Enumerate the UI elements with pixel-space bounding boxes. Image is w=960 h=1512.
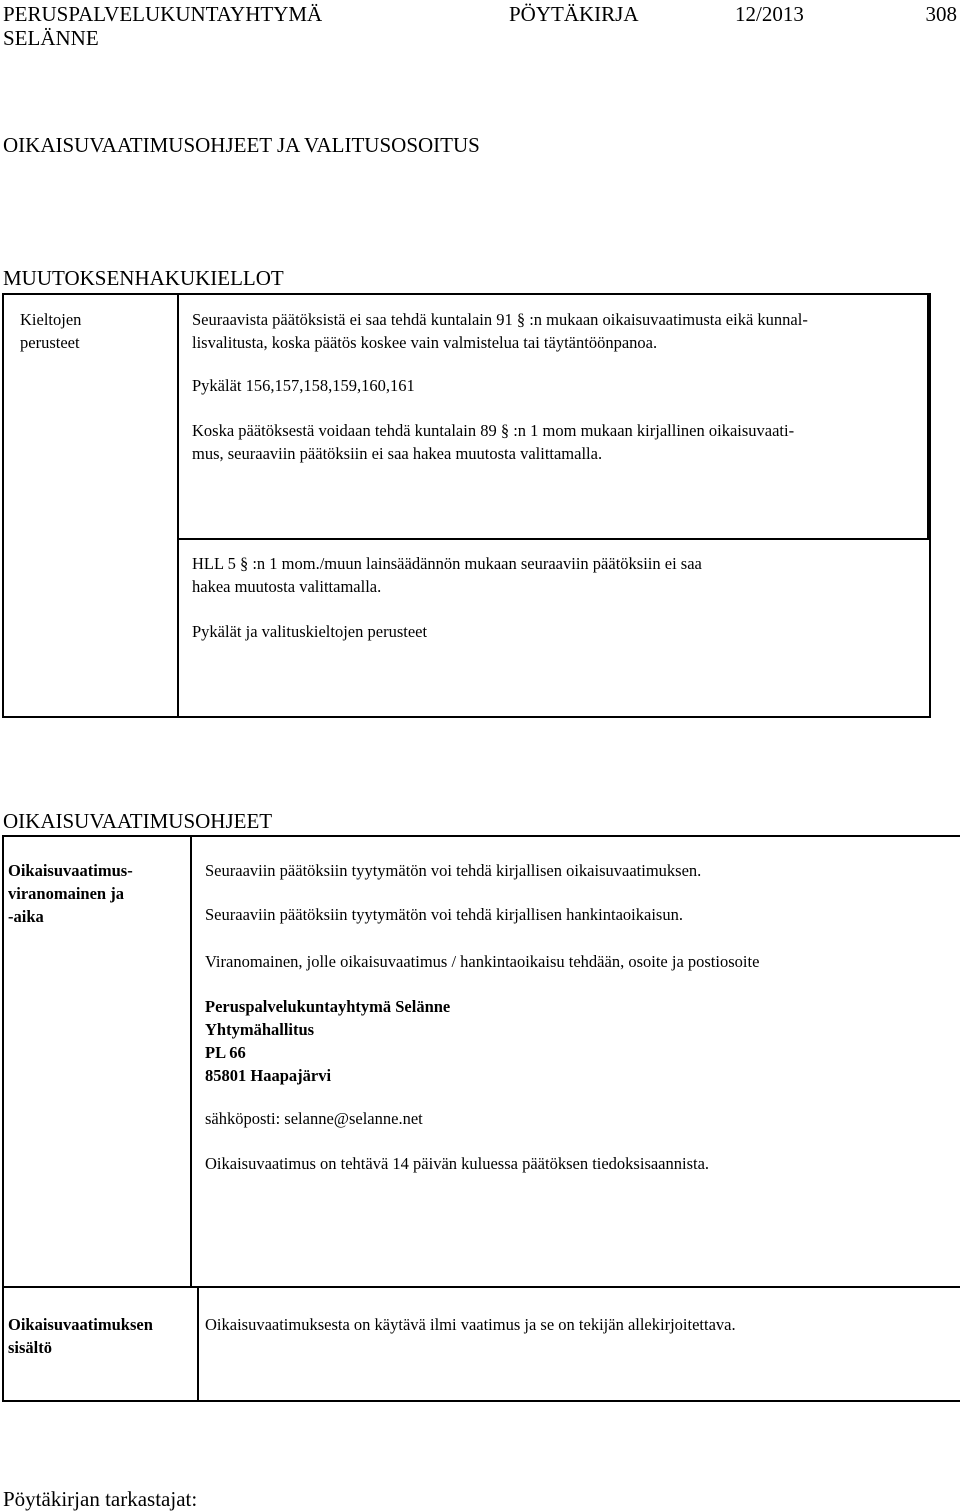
rectification-paragraph-1: Seuraaviin päätöksiin tyytymätön voi tehdä kirjallisen oikaisuvaatimuksen. bbox=[205, 861, 702, 880]
appeal-ban-paragraph-3 bbox=[192, 419, 794, 465]
column-divider bbox=[197, 1288, 199, 1402]
appeal-ban-paragraph-1 bbox=[192, 308, 808, 354]
inner-right-border bbox=[927, 293, 929, 540]
inner-divider bbox=[178, 538, 931, 540]
column-divider bbox=[190, 835, 192, 1288]
paragraph-line: Seuraavista päätöksistä ei saa tehdä kuntalain 91 § :n mukaan oikaisuvaatimusta eikä kunnal- bbox=[192, 310, 808, 329]
rectification-label-line1: Oikaisuvaatimus- bbox=[8, 861, 133, 880]
content-label-line2: sisältö bbox=[8, 1338, 53, 1357]
authority-email: sähköposti: selanne@selanne.net bbox=[205, 1109, 423, 1128]
paragraph-line: hakea muutosta valittamalla. bbox=[192, 577, 382, 596]
content-text: Oikaisuvaatimuksesta on käytävä ilmi vaatimus ja se on tekijän allekirjoitettava. bbox=[205, 1315, 736, 1334]
appeal-ban-label-line2: perusteet bbox=[20, 333, 80, 352]
appeal-ban-label-line1: Kieltojen bbox=[20, 310, 82, 329]
address-line: Peruspalvelukuntayhtymä Selänne bbox=[205, 997, 451, 1016]
paragraph-line: HLL 5 § :n 1 mom./muun lainsäädännön mukaan seuraaviin päätöksiin ei saa bbox=[192, 554, 702, 573]
org-name-line2: SELÄNNE bbox=[3, 26, 99, 50]
content-label bbox=[8, 1313, 153, 1359]
rectification-deadline: Oikaisuvaatimus on tehtävä 14 päivän kuluessa päätöksen tiedoksisaannista. bbox=[205, 1154, 710, 1173]
appeal-ban-paragraph-5: Pykälät ja valituskieltojen perusteet bbox=[192, 622, 428, 641]
appeal-ban-paragraph-4 bbox=[192, 552, 702, 598]
content-label-line1: Oikaisuvaatimuksen bbox=[8, 1315, 153, 1334]
appeal-ban-title: MUUTOKSENHAKUKIELLOT bbox=[3, 266, 284, 290]
rectification-label bbox=[8, 859, 133, 928]
rectification-title: OIKAISUVAATIMUSOHJEET bbox=[3, 809, 273, 833]
appeal-ban-sections: Pykälät 156,157,158,159,160,161 bbox=[192, 376, 415, 395]
appeal-ban-box bbox=[2, 293, 931, 718]
paragraph-line: lisvalitusta, koska päätös koskee vain valmistelua tai täytäntöönpanoa. bbox=[192, 333, 658, 352]
address-line: Yhtymähallitus bbox=[205, 1020, 315, 1039]
rectification-paragraph-3: Viranomainen, jolle oikaisuvaatimus / hankintaoikaisu tehdään, osoite ja postiosoite bbox=[205, 952, 760, 971]
reviewers-label: Pöytäkirjan tarkastajat: bbox=[3, 1487, 198, 1511]
column-divider bbox=[177, 293, 179, 718]
main-title: OIKAISUVAATIMUSOHJEET JA VALITUSOSOITUS bbox=[3, 133, 480, 157]
rectification-label-line2: viranomainen ja bbox=[8, 884, 124, 903]
document-number: 12/2013 bbox=[735, 2, 804, 26]
authority-address bbox=[205, 995, 450, 1087]
paragraph-line: mus, seuraaviin päätöksiin ei saa hakea muutosta valittamalla. bbox=[192, 444, 603, 463]
appeal-ban-label bbox=[20, 308, 81, 354]
page-number: 308 bbox=[925, 2, 957, 26]
paragraph-line: Koska päätöksestä voidaan tehdä kuntalain 89 § :n 1 mom mukaan kirjallinen oikaisuvaati- bbox=[192, 421, 795, 440]
address-line: 85801 Haapajärvi bbox=[205, 1066, 332, 1085]
document-type: PÖYTÄKIRJA bbox=[509, 2, 639, 26]
rectification-paragraph-2: Seuraaviin päätöksiin tyytymätön voi tehdä kirjallisen hankintaoikaisun. bbox=[205, 905, 683, 924]
address-line: PL 66 bbox=[205, 1043, 246, 1062]
org-name-line1: PERUSPALVELUKUNTAYHTYMÄ bbox=[3, 2, 323, 26]
rectification-label-line3: -aika bbox=[8, 907, 44, 926]
org-name bbox=[3, 2, 322, 50]
